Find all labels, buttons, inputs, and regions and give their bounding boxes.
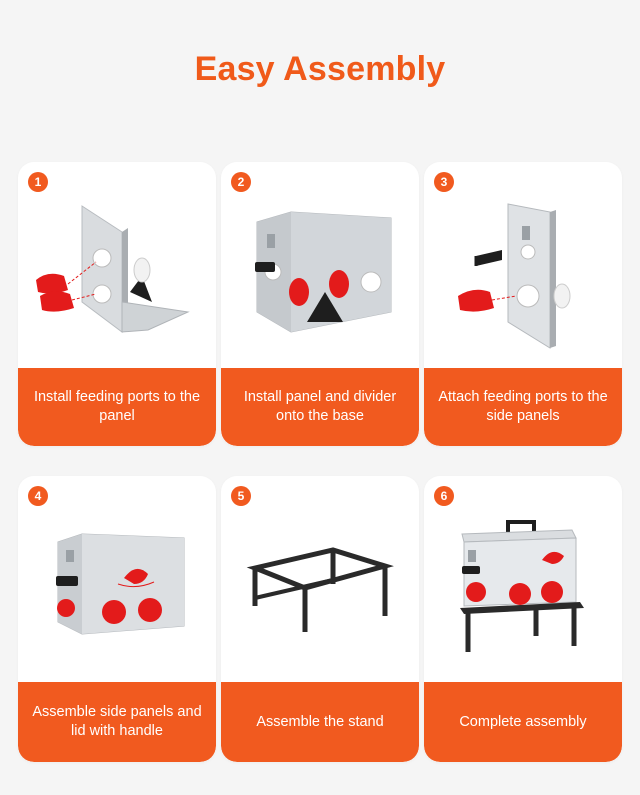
step-card-3 bbox=[424, 162, 622, 446]
step-card-6 bbox=[424, 476, 622, 762]
metal-stand-icon bbox=[221, 476, 419, 682]
step-number-badge: 6 bbox=[434, 486, 454, 506]
complete-feeder-on-stand-icon bbox=[424, 476, 622, 682]
step-caption: Assemble side panels and lid with handle bbox=[18, 682, 216, 762]
step-caption: Install feeding ports to the panel bbox=[18, 368, 216, 446]
step-caption: Assemble the stand bbox=[221, 682, 419, 762]
page-title: Easy Assembly bbox=[194, 50, 446, 88]
step-number-badge: 1 bbox=[28, 172, 48, 192]
step-card-5 bbox=[221, 476, 419, 762]
side-panel-with-ports-icon bbox=[424, 162, 622, 368]
step-caption: Attach feeding ports to the side panels bbox=[424, 368, 622, 446]
step-number-badge: 5 bbox=[231, 486, 251, 506]
step-card-1 bbox=[18, 162, 216, 446]
step-number-badge: 4 bbox=[28, 486, 48, 506]
step-caption: Install panel and divider onto the base bbox=[221, 368, 419, 446]
step-card-2 bbox=[221, 162, 419, 446]
step-number-badge: 3 bbox=[434, 172, 454, 192]
base-with-divider-icon bbox=[221, 162, 419, 368]
assembled-feeder-box-icon bbox=[18, 476, 216, 682]
panel-with-feeding-ports-icon bbox=[18, 162, 216, 368]
step-caption: Complete assembly bbox=[424, 682, 622, 762]
step-card-4 bbox=[18, 476, 216, 762]
step-number-badge: 2 bbox=[231, 172, 251, 192]
